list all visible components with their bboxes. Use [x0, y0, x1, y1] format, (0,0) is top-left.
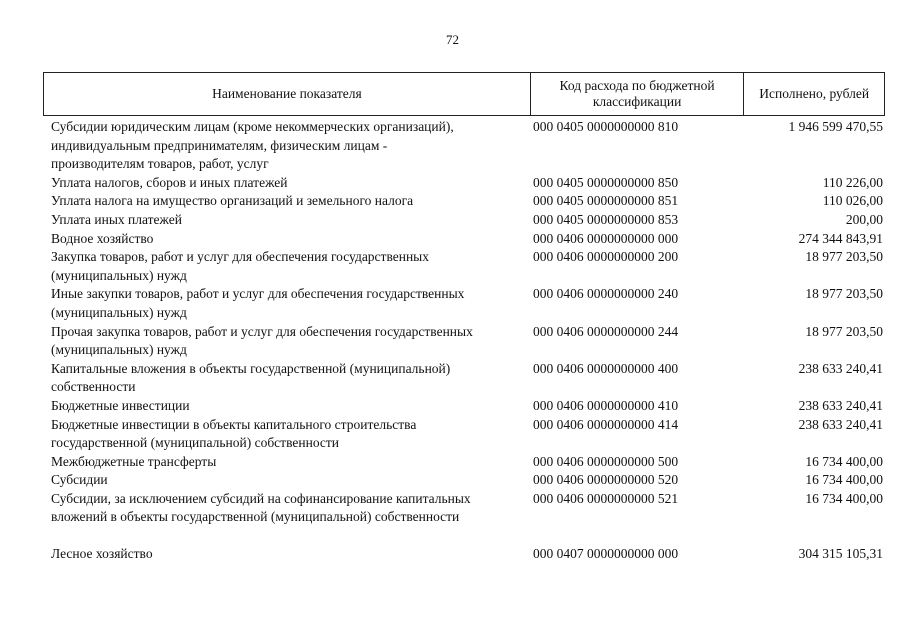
row-code: 000 0407 0000000000 000 — [533, 546, 679, 562]
row-code: 000 0406 0000000000 521 — [533, 490, 679, 506]
table-row — [43, 323, 885, 360]
row-name: Закупка товаров, работ и услуг для обеспечения государственных (муниципальных) нужд — [51, 249, 430, 283]
row-amount: 238 633 240,41 — [798, 416, 883, 432]
row-name: Межбюджетные трансферты — [51, 453, 217, 469]
row-code: 000 0406 0000000000 200 — [533, 249, 679, 265]
row-code: 000 0406 0000000000 414 — [533, 416, 679, 432]
header-name: Наименование показателя — [44, 73, 531, 115]
row-name: Субсидии — [51, 472, 108, 488]
row-name: Бюджетные инвестиции в объекты капитального строительства государственной (муниципальной) собственности — [51, 416, 417, 451]
table-row — [43, 230, 885, 249]
row-amount: 18 977 203,50 — [805, 249, 883, 265]
table-body — [43, 118, 885, 564]
row-code: 000 0406 0000000000 240 — [533, 286, 679, 302]
row-amount: 200,00 — [845, 211, 883, 227]
table-row — [43, 248, 885, 285]
row-amount: 16 734 400,00 — [805, 490, 883, 506]
table-row — [43, 360, 885, 397]
table-row — [43, 397, 885, 416]
row-code: 000 0406 0000000000 000 — [533, 230, 679, 246]
row-amount: 1 946 599 470,55 — [788, 119, 883, 134]
table-header — [43, 72, 885, 116]
row-name: Уплата иных платежей — [51, 211, 182, 227]
row-amount: 238 633 240,41 — [798, 360, 883, 376]
row-name: Иные закупки товаров, работ и услуг для обеспечения государственных (муниципальных) нужд — [51, 286, 465, 320]
table-row — [43, 211, 885, 230]
row-name: Уплата налогов, сборов и иных платежей — [51, 174, 288, 190]
row-name: Капитальные вложения в объекты государственной (муниципальной) собственности — [51, 360, 451, 395]
row-code: 000 0406 0000000000 244 — [533, 323, 679, 339]
row-amount: 110 026,00 — [822, 193, 883, 209]
header-amount: Исполнено, рублей — [759, 86, 870, 101]
row-code: 000 0406 0000000000 410 — [533, 397, 679, 413]
header-code: Код расхода по бюджетной классификации — [531, 73, 745, 115]
row-code: 000 0406 0000000000 520 — [533, 472, 679, 488]
row-code: 000 0405 0000000000 810 — [533, 119, 679, 134]
table-row — [43, 453, 885, 472]
page-number: 72 — [446, 32, 459, 47]
table-row — [43, 285, 885, 322]
row-amount: 18 977 203,50 — [805, 323, 883, 339]
table-row — [43, 174, 885, 193]
row-code: 000 0406 0000000000 500 — [533, 453, 679, 469]
table-row — [43, 118, 885, 174]
row-amount: 304 315 105,31 — [798, 546, 883, 562]
row-name: Бюджетные инвестиции — [51, 397, 190, 413]
expenditure-table — [43, 72, 885, 564]
row-amount: 16 734 400,00 — [805, 453, 883, 469]
table-row — [43, 416, 885, 453]
row-amount: 110 226,00 — [822, 174, 883, 190]
row-name: Лесное хозяйство — [51, 546, 153, 562]
row-code: 000 0405 0000000000 850 — [533, 174, 679, 190]
table-row — [43, 545, 885, 564]
row-amount: 16 734 400,00 — [805, 472, 883, 488]
table-row — [43, 490, 885, 527]
row-code: 000 0405 0000000000 851 — [533, 193, 679, 209]
row-name: Субсидии, за исключением субсидий на софинансирование капитальных вложений в объекты государственной (муниципальной) собственности — [51, 490, 471, 525]
row-amount: 274 344 843,91 — [798, 230, 883, 246]
row-name: Водное хозяйство — [51, 230, 154, 246]
table-row — [43, 471, 885, 490]
row-amount: 238 633 240,41 — [798, 397, 883, 413]
table-row — [43, 192, 885, 211]
row-code: 000 0406 0000000000 400 — [533, 360, 679, 376]
row-amount: 18 977 203,50 — [805, 286, 883, 302]
row-name: Уплата налога на имущество организаций и земельного налога — [51, 193, 414, 209]
row-name: Прочая закупка товаров, работ и услуг для обеспечения государственных (муниципальных) нужд — [51, 323, 473, 358]
row-code: 000 0405 0000000000 853 — [533, 211, 679, 227]
row-name: Субсидии юридическим лицам (кроме некоммерческих организаций), индивидуальным предпринимателям, физическим лицам - производителям товаров, работ, услуг — [51, 119, 454, 172]
